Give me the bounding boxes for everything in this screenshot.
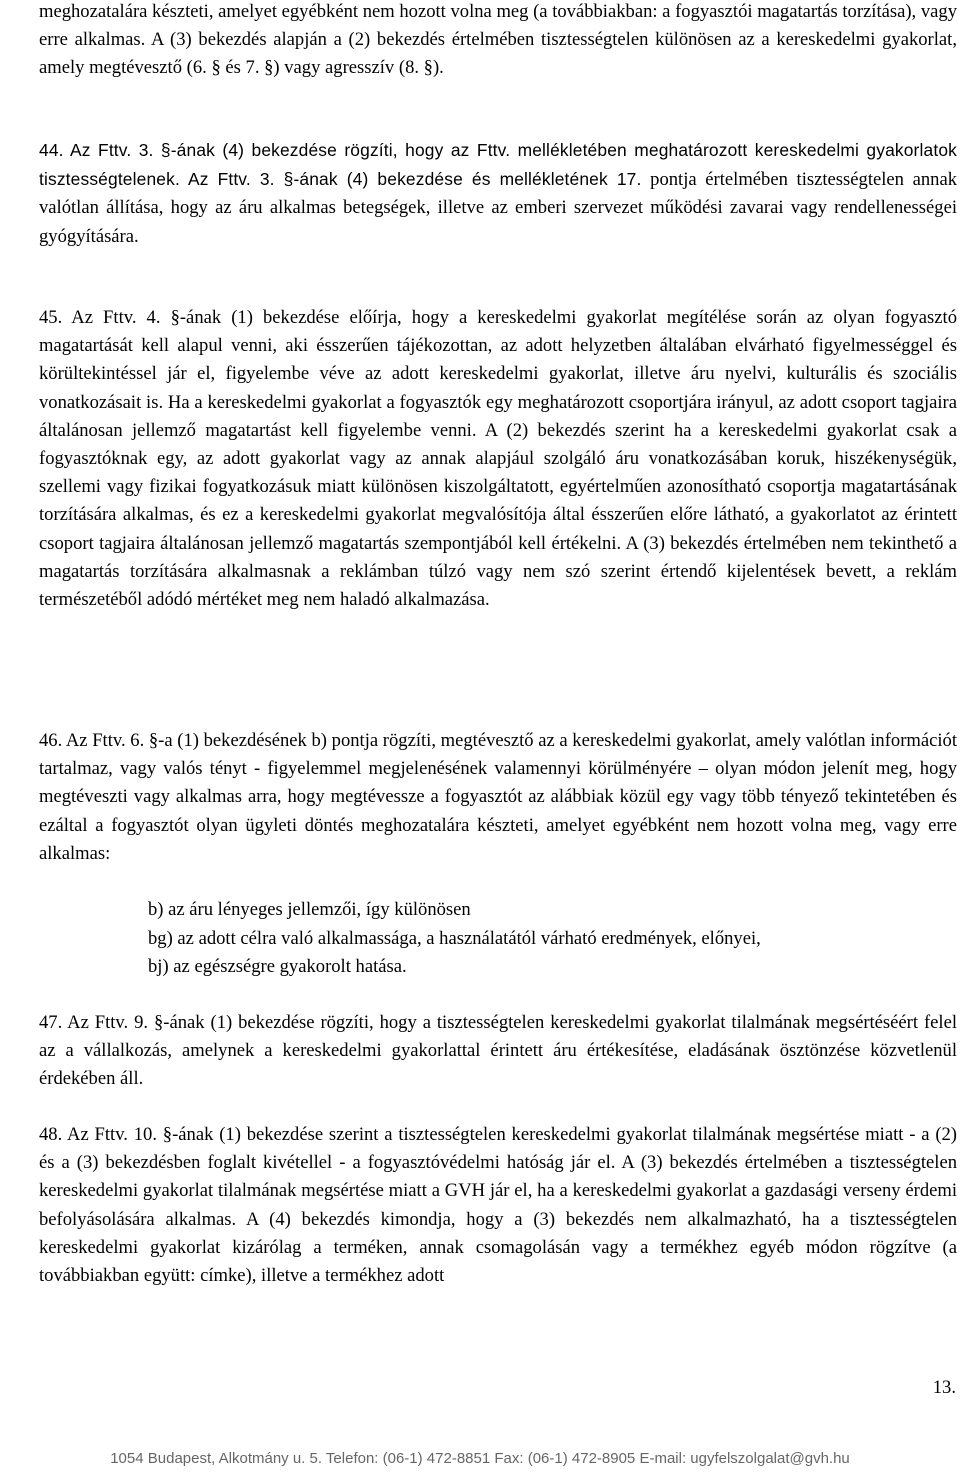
page-number: 13. bbox=[932, 1377, 956, 1398]
paragraph-44-serif-part: pontja értelmében tisztességtelen annak valótlan állítása, hogy az áru alkalmas betegségek, illetve az emberi szervezet működési zavarai vagy rendellenességei gyógyítására. bbox=[39, 169, 958, 247]
paragraph-47: 47. Az Fttv. 9. §-ának (1) bekezdése rögzíti, hogy a tisztességtelen kereskedelmi gyakorlat tilalmának megsértéséért felel az a vállalkozás, amelynek a kereskedelmi gyakorlattal érintett áru értékesítése, eladásának ösztönzése közvetlenül érdekében áll. bbox=[39, 1012, 957, 1090]
paragraph-46: 46. Az Fttv. 6. §-a (1) bekezdésének b) pontja rögzíti, megtévesztő az a kereskedelmi gyakorlat, amely valótlan információt tartalmaz, vagy valós tényt - figyelemmel megjelenésének valamennyi körülményére – olyan módon jelenít meg, hogy megtéveszti vagy alkalmas arra, hogy megtévessze a fogyasztót az alábbiak közül egy vagy több tényező tekintetében és ezáltal a fogyasztót olyan ügyleti döntés meghozatalára készteti, amelyet egyébként nem hozott volna meg, vagy erre alkalmas: bbox=[39, 730, 957, 864]
paragraph-44-sans-part: 44. Az Fttv. 3. §-ának (4) bekezdése rögzíti, hogy az Fttv. mellékletében meghatározott kereskedelmi gyakorlatok tisztességtelenek. Az Fttv. 3. §-ának (4) bekezdése és mellékletének 17. bbox=[39, 140, 957, 190]
paragraph-continuation: meghozatalára készteti, amelyet egyébként nem hozott volna meg (a továbbiakban: a fogyasztói magatartás torzítása), vagy erre alkalmas. A (3) bekezdés alapján a (2) bekezdés értelmében tisztességtelen különösen az a kereskedelmi gyakorlat, amely megtévesztő (6. § és 7. §) vagy agresszív (8. §). bbox=[39, 1, 957, 79]
list-item-bj: bj) az egészségre gyakorolt hatása. bbox=[148, 956, 407, 977]
list-item-b: b) az áru lényeges jellemzői, így különösen bbox=[148, 899, 471, 920]
paragraph-44 bbox=[39, 136, 957, 251]
footer-contact: 1054 Budapest, Alkotmány u. 5. Telefon: (06-1) 472-8851 Fax: (06-1) 472-8905 E-mail: ugyfelszolgalat@gvh.hu bbox=[110, 1450, 850, 1467]
paragraph-48: 48. Az Fttv. 10. §-ának (1) bekezdése szerint a tisztességtelen kereskedelmi gyakorlat tilalmának megsértése miatt - a (2) és a (3) bekezdésben foglalt kivétellel - a fogyasztóvédelmi hatóság jár el. A (3) bekezdés értelmében a tisztességtelen kereskedelmi gyakorlat tilalmának megsértése miatt a GVH jár el, ha a kereskedelmi gyakorlat a gazdasági verseny érdemi befolyásolására alkalmas. A (4) bekezdés kimondja, hogy a (3) bekezdés nem alkalmazható, ha a tisztességtelen kereskedelmi gyakorlat kizárólag a terméken, annak csomagolásán vagy a termékhez egyéb módon rögzítve (a továbbiakban együtt: címke), illetve a termékhez adott bbox=[39, 1124, 957, 1287]
list-item-bg: bg) az adott célra való alkalmassága, a használatától várható eredmények, előnyei, bbox=[148, 928, 761, 949]
paragraph-45: 45. Az Fttv. 4. §-ának (1) bekezdése előírja, hogy a kereskedelmi gyakorlat megítélése során az olyan fogyasztó magatartását kell alapul venni, aki ésszerűen tájékozottan, az adott helyzetben általában elvárható figyelmességgel és körültekintéssel jár el, figyelembe véve az adott kereskedelmi gyakorlat, illetve áru nyelvi, kulturális és szociális vonatkozásait is. Ha a kereskedelmi gyakorlat a fogyasztók egy meghatározott csoportjára irányul, az adott csoport tagjaira általánosan jellemző magatartást kell figyelembe venni. A (2) bekezdés szerint ha a kereskedelmi gyakorlat csak a fogyasztóknak egy, az adott gyakorlat vagy az annak alapjául szolgáló áru vonatkozásában koruk, hiszékenységük, szellemi vagy fizikai fogyatkozásuk miatt különösen kiszolgáltatott, egyértelműen azonosítható csoportja magatartásának torzítására alkalmas, és ez a kereskedelmi gyakorlat megvalósítója által ésszerűen előre látható, a gyakorlatot az érintett csoport tagjaira általánosan jellemző magatartás szempontjából kell értékelni. A (3) bekezdés értelmében nem tekinthető a magatartás torzítására alkalmasnak a reklámban túlzó vagy nem szó szerint értendő kijelentések bevett, a reklám természetéből adódó mértéket meg nem haladó alkalmazása. bbox=[39, 307, 957, 611]
